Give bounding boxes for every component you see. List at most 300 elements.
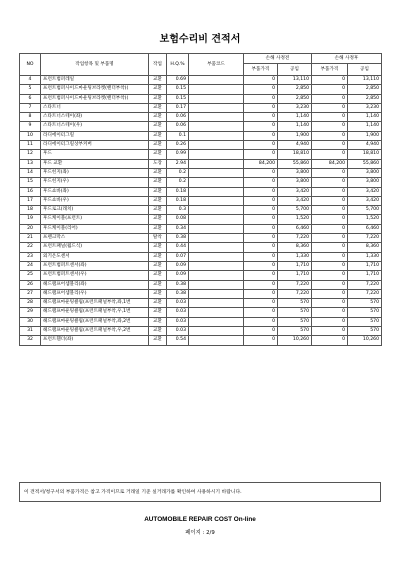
row-before-part-price: 0	[244, 94, 278, 103]
row-after-labor: 5,700	[348, 206, 382, 215]
row-before-labor: 18,810	[278, 150, 312, 159]
row-item-name: 후드 교환	[41, 159, 149, 168]
table-row	[20, 308, 382, 317]
row-before-part-price: 0	[244, 168, 278, 177]
row-after-part-price: 0	[312, 85, 348, 94]
document-title: 보험수리비 견적서	[159, 34, 241, 45]
row-after-labor: 18,810	[348, 150, 382, 159]
table-row	[20, 243, 382, 252]
row-work-type: 교환	[149, 327, 167, 336]
row-work-type: 도장	[149, 159, 167, 168]
row-after-labor: 13,110	[348, 76, 382, 85]
row-after-labor: 3,420	[348, 196, 382, 205]
table-row	[20, 336, 382, 345]
row-hq: 0.08	[167, 215, 189, 224]
row-hq: 0.2	[167, 168, 189, 177]
table-row	[20, 280, 382, 289]
row-hq: 0.26	[167, 141, 189, 150]
row-work-type: 교환	[149, 168, 167, 177]
table-row	[20, 252, 382, 261]
row-after-part-price: 0	[312, 178, 348, 187]
row-part-code	[189, 234, 244, 243]
row-item-name: 후드쇼바(우)	[41, 196, 149, 205]
table-row	[20, 159, 382, 168]
row-after-labor: 1,710	[348, 271, 382, 280]
row-hq: 0.15	[167, 94, 189, 103]
row-item-name: 라디에이터그릴	[41, 131, 149, 140]
row-item-name: 프렌크막스	[41, 234, 149, 243]
row-hq: 0.38	[167, 289, 189, 298]
row-work-type: 교환	[149, 252, 167, 261]
row-part-code	[189, 187, 244, 196]
row-before-labor: 3,800	[278, 168, 312, 177]
row-after-part-price: 0	[312, 141, 348, 150]
row-no: 14	[20, 168, 41, 177]
row-before-labor: 1,520	[278, 215, 312, 224]
row-hq: 0.03	[167, 317, 189, 326]
row-hq: 0.06	[167, 113, 189, 122]
row-no: 26	[20, 280, 41, 289]
row-part-code	[189, 141, 244, 150]
row-before-labor: 1,900	[278, 131, 312, 140]
row-hq: 0.38	[167, 234, 189, 243]
row-before-part-price: 0	[244, 122, 278, 131]
row-after-labor: 2,850	[348, 85, 382, 94]
row-before-labor: 3,230	[278, 103, 312, 112]
row-hq: 0.03	[167, 308, 189, 317]
row-after-labor: 3,420	[348, 187, 382, 196]
row-before-labor: 570	[278, 327, 312, 336]
table-row	[20, 234, 382, 243]
row-no: 11	[20, 141, 41, 150]
row-before-part-price: 0	[244, 131, 278, 140]
row-part-code	[189, 113, 244, 122]
row-part-code	[189, 215, 244, 224]
row-after-labor: 1,900	[348, 131, 382, 140]
row-after-part-price: 0	[312, 317, 348, 326]
table-row	[20, 85, 382, 94]
row-work-type: 교환	[149, 289, 167, 298]
table-row	[20, 94, 382, 103]
row-after-part-price: 0	[312, 234, 348, 243]
row-no: 21	[20, 234, 41, 243]
row-after-labor: 2,850	[348, 94, 382, 103]
row-item-name: 프런트범퍼사이드마운팅브라켓(핸더부착)(	[41, 85, 149, 94]
row-work-type: 교환	[149, 280, 167, 289]
row-before-part-price: 0	[244, 261, 278, 270]
row-part-code	[189, 196, 244, 205]
row-part-code	[189, 224, 244, 233]
row-work-type: 교환	[149, 76, 167, 85]
row-before-part-price: 0	[244, 150, 278, 159]
row-before-part-price: 0	[244, 252, 278, 261]
row-before-part-price: 0	[244, 141, 278, 150]
row-after-part-price: 0	[312, 271, 348, 280]
row-item-name: 스타트너	[41, 103, 149, 112]
row-before-part-price: 0	[244, 224, 278, 233]
row-part-code	[189, 168, 244, 177]
row-hq: 0.34	[167, 224, 189, 233]
row-item-name: 프런트휀더(좌)	[41, 336, 149, 345]
row-no: 15	[20, 178, 41, 187]
row-work-type: 탈착	[149, 234, 167, 243]
table-row	[20, 224, 382, 233]
row-work-type: 교환	[149, 122, 167, 131]
row-before-labor: 2,850	[278, 94, 312, 103]
row-part-code	[189, 94, 244, 103]
row-after-part-price: 0	[312, 224, 348, 233]
header-work: 작업	[149, 54, 167, 76]
row-no: 9	[20, 122, 41, 131]
row-before-labor: 7,220	[278, 280, 312, 289]
row-item-name: 라디에이터그릴상부커버	[41, 141, 149, 150]
row-after-part-price: 0	[312, 103, 348, 112]
row-after-part-price: 0	[312, 289, 348, 298]
row-item-name: 프런트패널(월드식)	[41, 243, 149, 252]
row-no: 4	[20, 76, 41, 85]
header-after-assessment: 손해 사정후	[312, 54, 382, 64]
row-item-name: 헤드램프어셈블리(우)	[41, 289, 149, 298]
estimate-table	[19, 53, 382, 346]
table-row	[20, 168, 382, 177]
row-work-type: 교환	[149, 187, 167, 196]
row-before-part-price: 0	[244, 271, 278, 280]
row-after-labor: 570	[348, 327, 382, 336]
row-item-name: 헤드램프마운팅클립(프런트패널부착,좌,2번	[41, 317, 149, 326]
row-hq: 0.3	[167, 206, 189, 215]
row-before-labor: 7,220	[278, 234, 312, 243]
header-before-assessment: 손해 사정전	[244, 54, 312, 64]
table-row	[20, 206, 382, 215]
row-work-type: 교환	[149, 150, 167, 159]
row-item-name: 스타트너스테이(좌)	[41, 113, 149, 122]
header-hq: H.Q.%	[167, 54, 189, 76]
row-after-part-price: 0	[312, 113, 348, 122]
row-item-name: 외기온도센서	[41, 252, 149, 261]
row-work-type: 교환	[149, 206, 167, 215]
row-before-labor: 10,260	[278, 336, 312, 345]
row-no: 20	[20, 224, 41, 233]
row-no: 8	[20, 113, 41, 122]
row-before-labor: 13,110	[278, 76, 312, 85]
disclaimer-note: 이 견적서/청구서의 부품가격은 참고 가격이므로 거래일 기준 실거래가를 확인하여 사용하시기 바랍니다.	[19, 482, 381, 502]
header-before-part-price: 부품가격	[244, 64, 278, 76]
table-row	[20, 317, 382, 326]
row-no: 30	[20, 317, 41, 326]
row-hq: 0.15	[167, 85, 189, 94]
row-before-labor: 1,330	[278, 252, 312, 261]
row-item-name: 후드힌지(우)	[41, 178, 149, 187]
row-hq: 0.18	[167, 187, 189, 196]
row-hq: 0.17	[167, 103, 189, 112]
row-item-name: 프런트범퍼레일	[41, 76, 149, 85]
row-item-name: 프런트범퍼트센서(우)	[41, 271, 149, 280]
table-row	[20, 76, 382, 85]
row-no: 28	[20, 299, 41, 308]
row-before-labor: 570	[278, 299, 312, 308]
header-item: 작업항목 및 부품명	[41, 54, 149, 76]
row-part-code	[189, 271, 244, 280]
row-work-type: 교환	[149, 317, 167, 326]
row-no: 5	[20, 85, 41, 94]
row-before-labor: 6,460	[278, 224, 312, 233]
row-before-part-price: 84,200	[244, 159, 278, 168]
header-part-code: 부품코드	[189, 54, 244, 76]
row-part-code	[189, 206, 244, 215]
row-after-labor: 3,230	[348, 103, 382, 112]
row-item-name: 후드케이블(리어)	[41, 224, 149, 233]
row-hq: 0.1	[167, 131, 189, 140]
row-no: 18	[20, 206, 41, 215]
row-hq: 0.06	[167, 122, 189, 131]
row-after-labor: 1,520	[348, 215, 382, 224]
row-work-type: 교환	[149, 141, 167, 150]
row-before-part-price: 0	[244, 336, 278, 345]
row-work-type: 교환	[149, 94, 167, 103]
row-part-code	[189, 122, 244, 131]
row-part-code	[189, 299, 244, 308]
row-after-labor: 8,360	[348, 243, 382, 252]
row-no: 17	[20, 196, 41, 205]
row-before-part-price: 0	[244, 299, 278, 308]
row-after-part-price: 0	[312, 261, 348, 270]
row-before-labor: 7,220	[278, 289, 312, 298]
row-after-part-price: 0	[312, 150, 348, 159]
row-hq: 0.18	[167, 196, 189, 205]
table-row	[20, 271, 382, 280]
row-after-labor: 55,860	[348, 159, 382, 168]
row-work-type: 교환	[149, 224, 167, 233]
row-before-part-price: 0	[244, 280, 278, 289]
row-after-part-price: 0	[312, 206, 348, 215]
row-after-labor: 7,220	[348, 280, 382, 289]
row-hq: 0.54	[167, 336, 189, 345]
row-no: 31	[20, 327, 41, 336]
row-hq: 0.09	[167, 261, 189, 270]
header-before-labor: 공임	[278, 64, 312, 76]
row-before-labor: 3,420	[278, 187, 312, 196]
row-item-name: 후드힌지(좌)	[41, 168, 149, 177]
row-part-code	[189, 252, 244, 261]
row-before-labor: 570	[278, 317, 312, 326]
row-part-code	[189, 289, 244, 298]
row-item-name: 후드케이블(프런트)	[41, 215, 149, 224]
row-work-type: 교환	[149, 336, 167, 345]
row-item-name: 헤드램프마운팅클립(프런트패널부착,우,1번	[41, 308, 149, 317]
row-before-labor: 3,800	[278, 178, 312, 187]
table-row	[20, 289, 382, 298]
table-row	[20, 113, 382, 122]
row-before-labor: 5,700	[278, 206, 312, 215]
row-after-labor: 4,940	[348, 141, 382, 150]
row-no: 29	[20, 308, 41, 317]
row-after-part-price: 0	[312, 76, 348, 85]
table-row	[20, 187, 382, 196]
row-part-code	[189, 150, 244, 159]
table-row	[20, 150, 382, 159]
row-before-part-price: 0	[244, 308, 278, 317]
row-before-part-price: 0	[244, 113, 278, 122]
row-hq: 0.09	[167, 271, 189, 280]
row-part-code	[189, 317, 244, 326]
row-item-name: 프런트범퍼사이드마운팅브라켓(핸더부착)(	[41, 94, 149, 103]
row-no: 25	[20, 271, 41, 280]
row-after-part-price: 0	[312, 94, 348, 103]
row-after-part-price: 0	[312, 252, 348, 261]
row-part-code	[189, 308, 244, 317]
table-row	[20, 196, 382, 205]
row-before-part-price: 0	[244, 317, 278, 326]
row-before-part-price: 0	[244, 178, 278, 187]
row-hq: 0.38	[167, 280, 189, 289]
row-no: 6	[20, 94, 41, 103]
row-work-type: 교환	[149, 261, 167, 270]
row-after-labor: 1,140	[348, 113, 382, 122]
row-item-name: 후드로크(래치)	[41, 206, 149, 215]
row-after-part-price: 0	[312, 299, 348, 308]
row-before-labor: 55,860	[278, 159, 312, 168]
row-after-part-price: 0	[312, 122, 348, 131]
row-after-labor: 7,220	[348, 234, 382, 243]
row-hq: 0.44	[167, 243, 189, 252]
row-hq: 0.2	[167, 178, 189, 187]
row-work-type: 교환	[149, 178, 167, 187]
row-no: 32	[20, 336, 41, 345]
row-no: 27	[20, 289, 41, 298]
row-hq: 0.07	[167, 252, 189, 261]
row-item-name: 헤드램프마운팅클립(프런트패널부착,좌,1번	[41, 299, 149, 308]
row-work-type: 교환	[149, 85, 167, 94]
table-row	[20, 122, 382, 131]
row-before-labor: 1,710	[278, 271, 312, 280]
row-part-code	[189, 159, 244, 168]
row-after-part-price: 0	[312, 168, 348, 177]
row-item-name: 헤드램프어셈블리(좌)	[41, 280, 149, 289]
row-after-labor: 1,330	[348, 252, 382, 261]
row-before-part-price: 0	[244, 196, 278, 205]
table-row	[20, 178, 382, 187]
row-work-type: 교환	[149, 131, 167, 140]
table-row	[20, 327, 382, 336]
row-hq: 0.69	[167, 76, 189, 85]
row-before-part-price: 0	[244, 327, 278, 336]
footer-title: AUTOMOBILE REPAIR COST On-line	[144, 516, 256, 523]
row-before-labor: 1,140	[278, 122, 312, 131]
row-after-labor: 7,220	[348, 289, 382, 298]
row-before-part-price: 0	[244, 187, 278, 196]
row-part-code	[189, 327, 244, 336]
row-after-part-price: 0	[312, 131, 348, 140]
row-part-code	[189, 243, 244, 252]
row-before-part-price: 0	[244, 76, 278, 85]
row-work-type: 교환	[149, 113, 167, 122]
row-before-labor: 1,710	[278, 261, 312, 270]
row-after-labor: 6,460	[348, 224, 382, 233]
row-no: 10	[20, 131, 41, 140]
row-no: 23	[20, 252, 41, 261]
row-work-type: 교환	[149, 271, 167, 280]
row-part-code	[189, 280, 244, 289]
row-after-part-price: 84,200	[312, 159, 348, 168]
row-no: 16	[20, 187, 41, 196]
table-row	[20, 299, 382, 308]
header-after-part-price: 부품가격	[312, 64, 348, 76]
row-before-labor: 1,140	[278, 113, 312, 122]
table-row	[20, 261, 382, 270]
row-after-labor: 3,800	[348, 168, 382, 177]
row-work-type: 교환	[149, 215, 167, 224]
row-hq: 0.03	[167, 299, 189, 308]
row-no: 12	[20, 150, 41, 159]
row-part-code	[189, 76, 244, 85]
row-after-part-price: 0	[312, 336, 348, 345]
row-after-part-price: 0	[312, 187, 348, 196]
row-work-type: 교환	[149, 308, 167, 317]
row-before-labor: 2,850	[278, 85, 312, 94]
header-no: NO	[20, 54, 41, 76]
table-row	[20, 141, 382, 150]
table-row	[20, 103, 382, 112]
row-hq: 2.94	[167, 159, 189, 168]
row-after-part-price: 0	[312, 327, 348, 336]
row-before-part-price: 0	[244, 215, 278, 224]
row-before-part-price: 0	[244, 103, 278, 112]
row-part-code	[189, 336, 244, 345]
row-part-code	[189, 103, 244, 112]
row-after-labor: 1,140	[348, 122, 382, 131]
row-after-labor: 570	[348, 308, 382, 317]
page-number: 페이지 : 2/9	[185, 530, 215, 536]
row-before-labor: 8,360	[278, 243, 312, 252]
row-before-part-price: 0	[244, 234, 278, 243]
row-no: 19	[20, 215, 41, 224]
row-item-name: 헤드램프마운팅클립(프런트패널부착,우,2번	[41, 327, 149, 336]
row-no: 13	[20, 159, 41, 168]
row-hq: 0.99	[167, 150, 189, 159]
row-no: 24	[20, 261, 41, 270]
row-after-part-price: 0	[312, 215, 348, 224]
row-before-part-price: 0	[244, 243, 278, 252]
row-hq: 0.03	[167, 327, 189, 336]
row-no: 7	[20, 103, 41, 112]
row-before-labor: 3,420	[278, 196, 312, 205]
row-work-type: 교환	[149, 196, 167, 205]
row-part-code	[189, 178, 244, 187]
row-before-part-price: 0	[244, 289, 278, 298]
row-work-type: 교환	[149, 103, 167, 112]
row-part-code	[189, 85, 244, 94]
row-work-type: 교환	[149, 243, 167, 252]
row-after-labor: 570	[348, 299, 382, 308]
row-item-name: 스타트너스테이(우)	[41, 122, 149, 131]
row-after-part-price: 0	[312, 280, 348, 289]
row-no: 22	[20, 243, 41, 252]
row-before-part-price: 0	[244, 85, 278, 94]
row-part-code	[189, 261, 244, 270]
table-row	[20, 131, 382, 140]
header-after-labor: 공임	[348, 64, 382, 76]
row-after-part-price: 0	[312, 308, 348, 317]
row-after-labor: 3,800	[348, 178, 382, 187]
row-work-type: 교환	[149, 299, 167, 308]
row-before-labor: 570	[278, 308, 312, 317]
row-after-labor: 1,710	[348, 261, 382, 270]
row-item-name: 프런트범퍼트센서(좌)	[41, 261, 149, 270]
row-after-part-price: 0	[312, 243, 348, 252]
row-item-name: 후드쇼바(좌)	[41, 187, 149, 196]
row-after-labor: 10,260	[348, 336, 382, 345]
row-before-part-price: 0	[244, 206, 278, 215]
